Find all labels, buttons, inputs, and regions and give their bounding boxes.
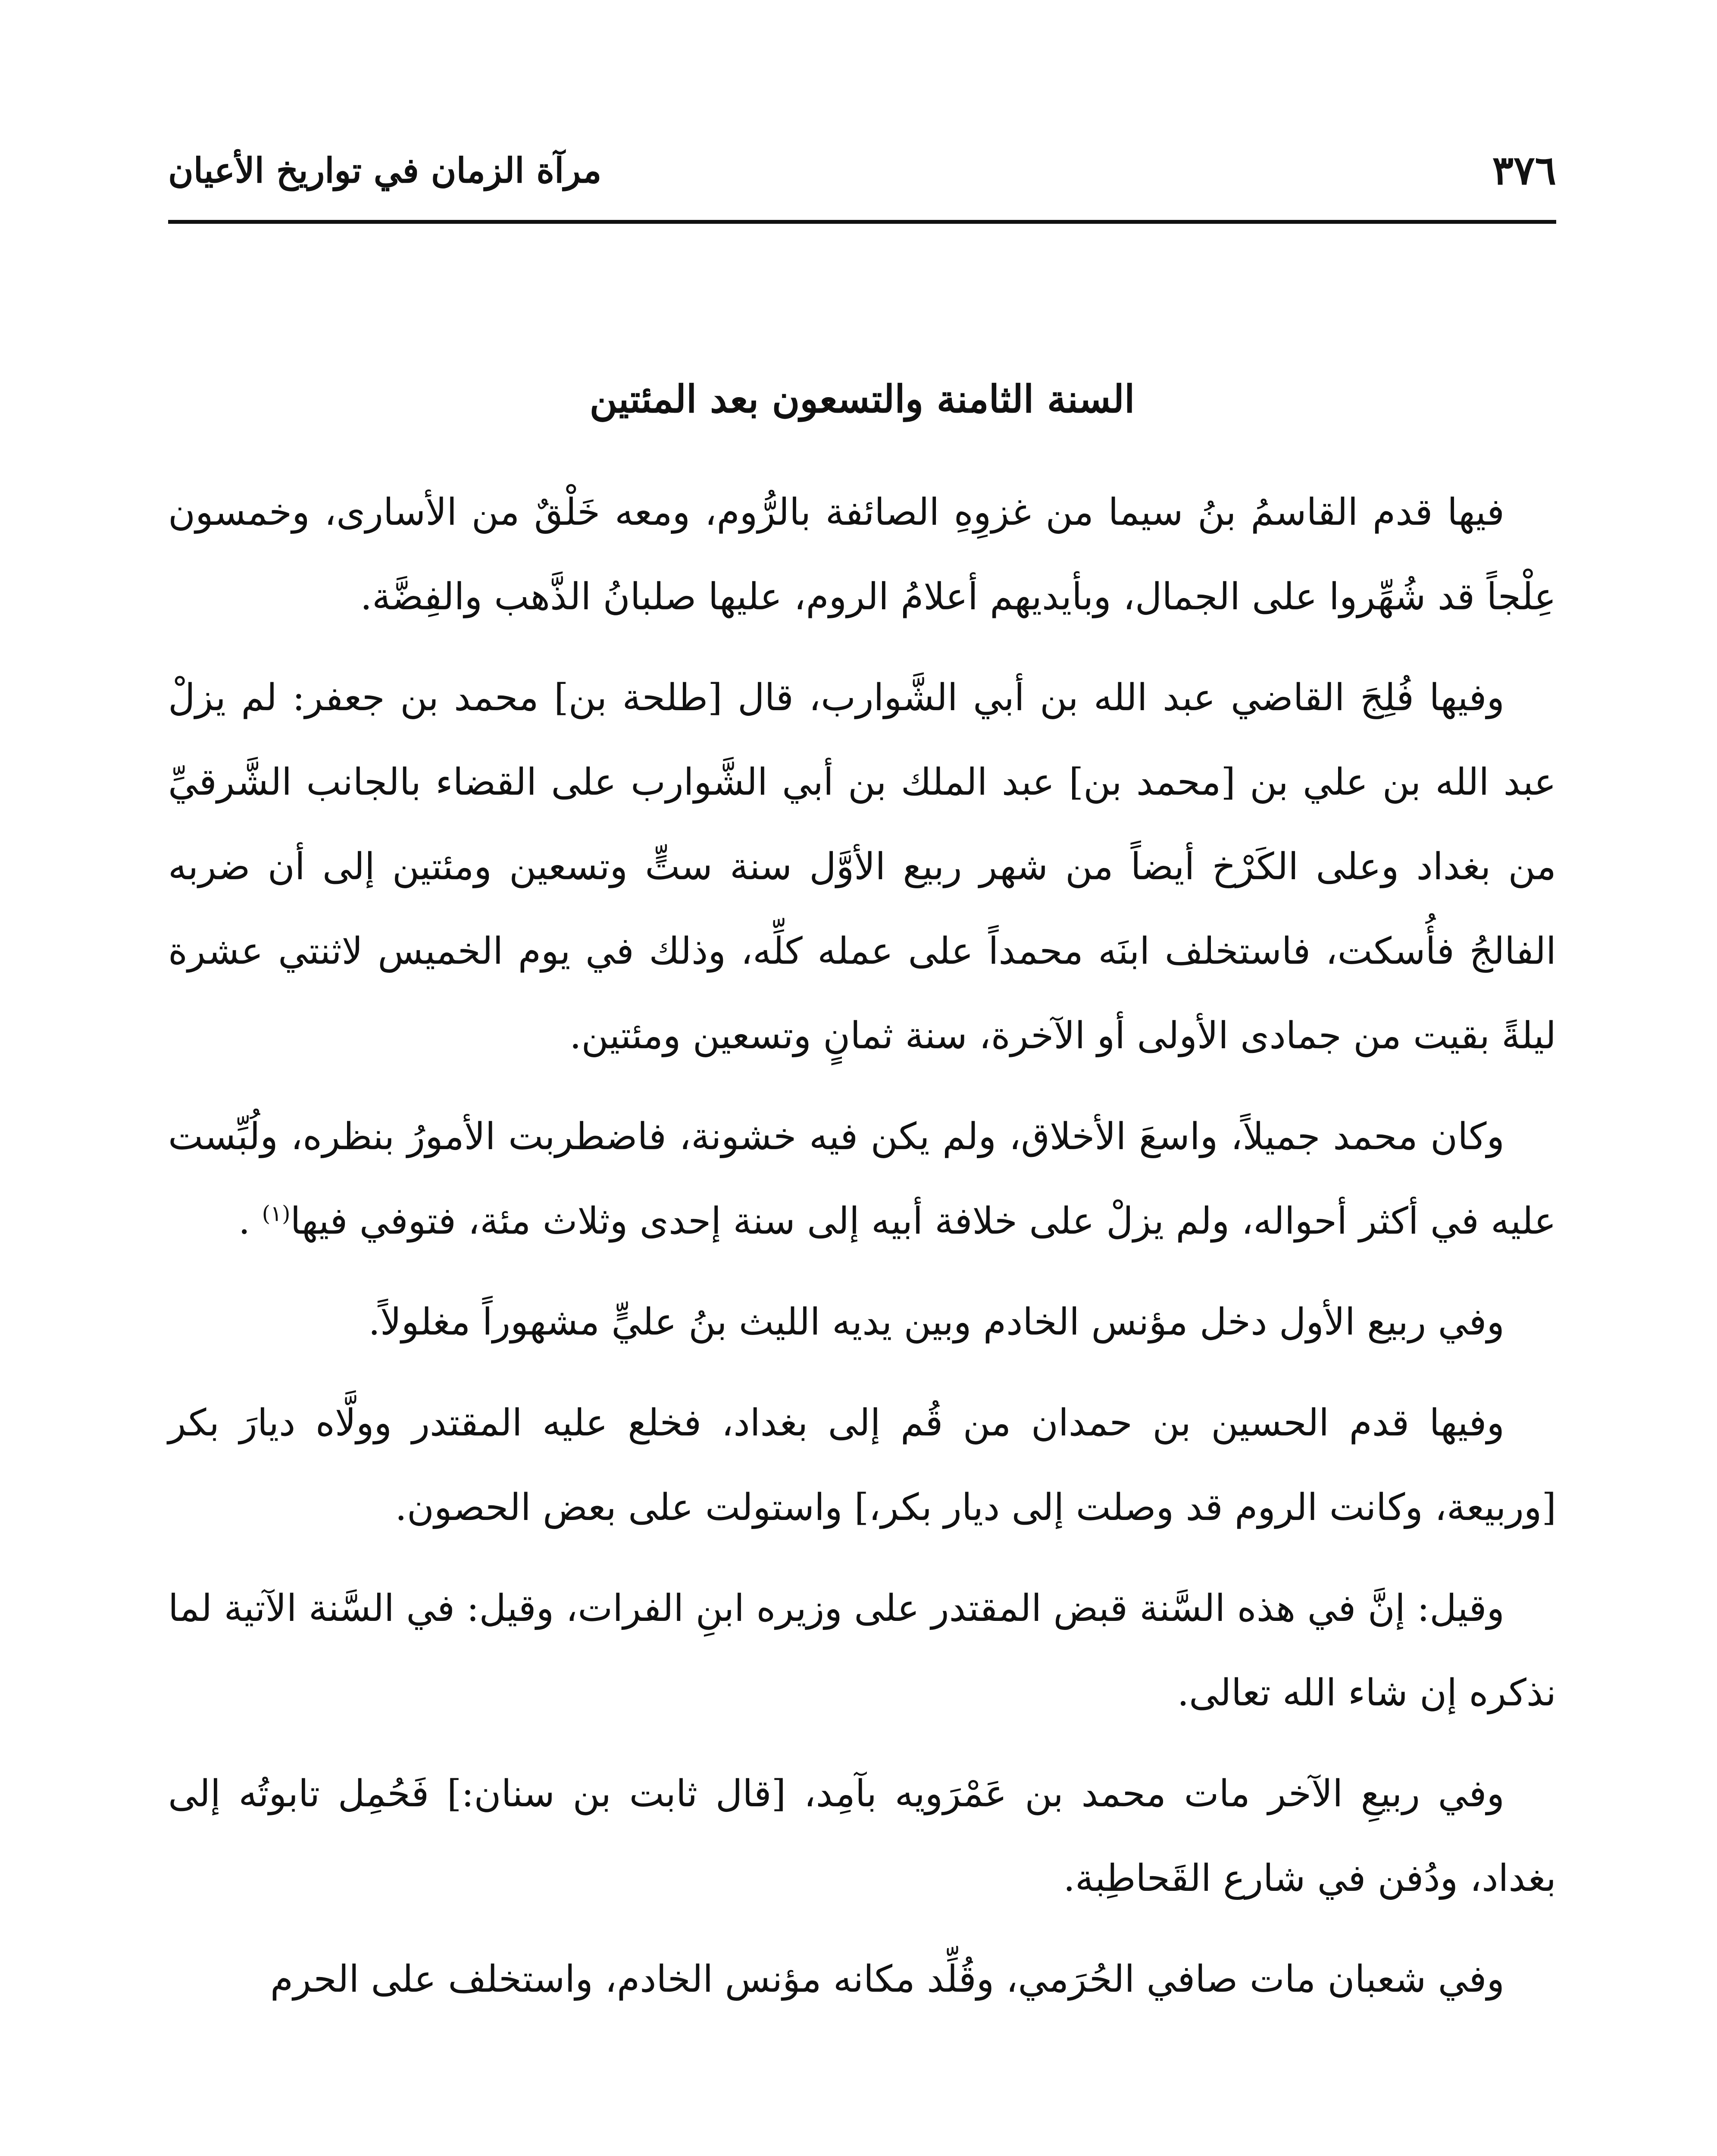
paragraph: وفيها فُلِجَ القاضي عبد الله بن أبي الشَّوارب، قال [طلحة بن] محمد بن جعفر: لم يزلْ عبد الله بن علي بن [محمد بن] عبد الملك بن أبي الشَّوارب على القضاء بالجانب الشَّرقيِّ من بغداد وعلى الكَرْخ أيضاً من شهر ربيع الأوَّل سنة ستٍّ وتسعين ومئتين إلى أن ضربه الفالجُ فأُسكت، فاستخلف ابنَه محمداً على عمله كلِّه، وذلك في يوم الخميس لاثنتي عشرة ليلةً بقيت من جمادى الأولى أو الآخرة، سنة ثمانٍ وتسعين ومئتين. (168, 676, 1556, 1057)
body-text (168, 470, 1556, 2038)
paragraph: وفيها قدم الحسين بن حمدان من قُم إلى بغداد، فخلع عليه المقتدر وولَّاه ديارَ بكر [وربيعة، وكانت الروم قد وصلت إلى ديار بكر،] واستولت على بعض الحصون. (168, 1401, 1556, 1529)
footnote-reference: (١) (262, 1201, 291, 1226)
paragraph: فيها قدم القاسمُ بنُ سيما من غزوِهِ الصائفة بالرُّوم، ومعه خَلْقٌ من الأسارى، وخمسون عِلْجاً قد شُهِّروا على الجمال، وبأيديهم أعلامُ الروم، عليها صلبانُ الذَّهب والفِضَّة. (168, 491, 1556, 618)
section-title: السنة الثامنة والتسعون بعد المئتين (589, 376, 1135, 421)
paragraph-with-footnote (168, 1094, 1556, 1263)
paragraph-text: وكان محمد جميلاً، واسعَ الأخلاق، ولم يكن فيه خشونة، فاضطربت الأمورُ بنظره، ولُبِّست عليه في أكثر أحواله، ولم يزلْ على خلافة أبيه إلى سنة إحدى وثلاث مئة، فتوفي فيها (168, 1115, 1556, 1243)
running-header (168, 138, 1556, 203)
book-title: مرآة الزمان في تواريخ الأعيان (168, 150, 602, 191)
paragraph: وفي ربيعِ الآخر مات محمد بن عَمْرَويه بآمِد، [قال ثابت بن سنان:] فَحُمِل تابوتُه إلى بغداد، ودُفن في شارع القَحاطِبة. (168, 1772, 1556, 1900)
header-divider (168, 220, 1556, 224)
paragraph-tail: . (238, 1200, 262, 1243)
paragraph: وقيل: إنَّ في هذه السَّنة قبض المقتدر على وزيره ابنِ الفرات، وقيل: في السَّنة الآتية لما نذكره إن شاء الله تعالى. (168, 1587, 1556, 1714)
page-number: ٣٧٦ (1492, 147, 1556, 194)
paragraph: وفي شعبان مات صافي الحُرَمي، وقُلِّد مكانه مؤنس الخادم، واستخلف على الحرم (270, 1958, 1504, 2001)
paragraph: وفي ربيع الأول دخل مؤنس الخادم وبين يديه الليث بنُ عليٍّ مشهوراً مغلولاً. (368, 1300, 1504, 1344)
